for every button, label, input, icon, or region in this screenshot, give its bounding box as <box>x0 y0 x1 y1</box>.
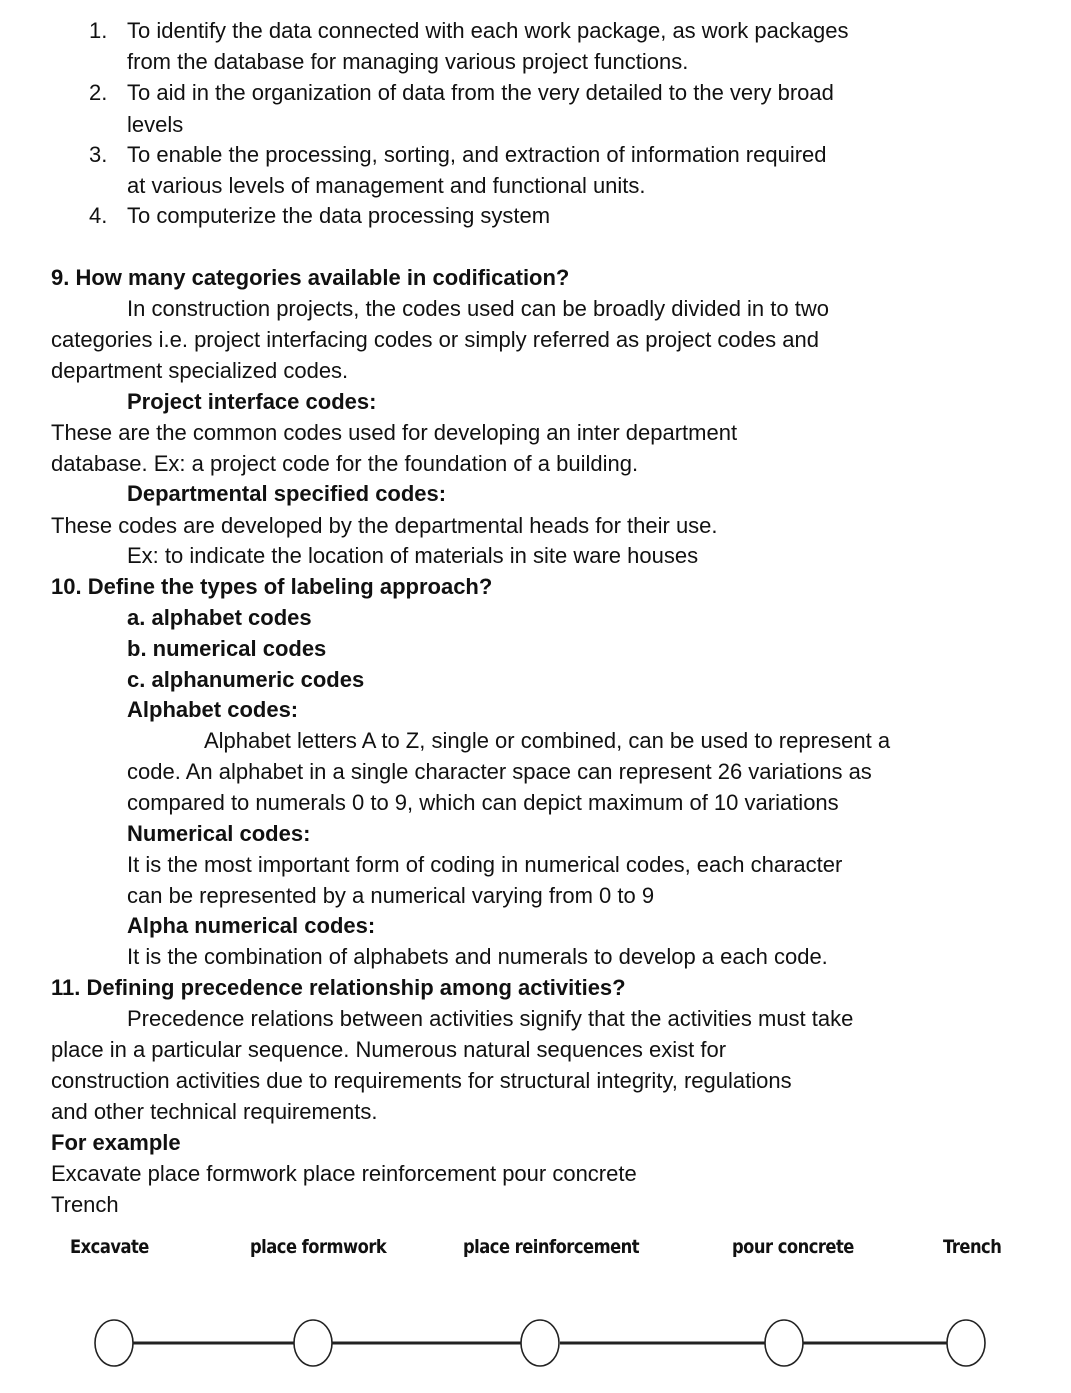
code-type-item: c. alphanumeric codes <box>127 667 365 692</box>
list-item-text: To computerize the data processing system <box>127 203 551 228</box>
diagram-label-pour-concrete: pour concrete <box>732 1236 854 1258</box>
diagram-label-place-reinforcement: place reinforcement <box>463 1236 640 1258</box>
code-type-item: b. numerical codes <box>127 636 327 661</box>
paragraph-line: code. An alphabet in a single character space can represent 26 variations as <box>127 759 872 784</box>
subheading: Departmental specified codes: <box>127 481 447 506</box>
list-item-text: To identify the data connected with each work package, as work packages <box>127 18 849 43</box>
paragraph-line: Ex: to indicate the location of materials in site ware houses <box>127 543 699 568</box>
list-item-text: at various levels of management and functional units. <box>127 173 646 198</box>
diagram-label-trench: Trench <box>943 1236 1002 1258</box>
subheading: Alphabet codes: <box>127 697 299 722</box>
paragraph-line: These codes are developed by the departmental heads for their use. <box>51 513 718 538</box>
question-heading: 11. Defining precedence relationship among activities? <box>51 975 626 1000</box>
list-number: 1. <box>89 18 108 43</box>
list-number: 3. <box>89 142 108 167</box>
paragraph-line: categories i.e. project interfacing codes or simply referred as project codes and <box>51 327 819 352</box>
subheading: Numerical codes: <box>127 821 311 846</box>
paragraph-line: These are the common codes used for developing an inter department <box>51 420 738 445</box>
paragraph-line: construction activities due to requirements for structural integrity, regulations <box>51 1068 792 1093</box>
paragraph-line: can be represented by a numerical varying from 0 to 9 <box>127 883 655 908</box>
paragraph-line: database. Ex: a project code for the foundation of a building. <box>51 451 639 476</box>
paragraph-line: Alphabet letters A to Z, single or combined, can be used to represent a <box>204 728 891 753</box>
list-item-text: levels <box>127 112 184 137</box>
list-item-text: To aid in the organization of data from the very detailed to the very broad <box>127 80 834 105</box>
activity-node-chain <box>0 1300 1071 1393</box>
paragraph-line: In construction projects, the codes used can be broadly divided in to two <box>127 296 829 321</box>
subheading: Project interface codes: <box>127 389 377 414</box>
paragraph-line: Precedence relations between activities signify that the activities must take <box>127 1006 854 1031</box>
node-circle-icon <box>294 1320 332 1366</box>
list-number: 2. <box>89 80 108 105</box>
paragraph-line: department specialized codes. <box>51 358 349 383</box>
paragraph-line: and other technical requirements. <box>51 1099 378 1124</box>
diagram-label-excavate: Excavate <box>70 1236 149 1258</box>
code-type-item: a. alphabet codes <box>127 605 312 630</box>
paragraph-line: It is the most important form of coding in numerical codes, each character <box>127 852 843 877</box>
list-item-text: from the database for managing various project functions. <box>127 49 689 74</box>
node-circle-icon <box>765 1320 803 1366</box>
subheading: For example <box>51 1130 181 1155</box>
diagram-label-place-formwork: place formwork <box>250 1236 387 1258</box>
paragraph-line: compared to numerals 0 to 9, which can depict maximum of 10 variations <box>127 790 839 815</box>
node-circle-icon <box>521 1320 559 1366</box>
question-heading: 9. How many categories available in codification? <box>51 265 570 290</box>
question-heading: 10. Define the types of labeling approach? <box>51 574 493 599</box>
node-circle-icon <box>947 1320 985 1366</box>
paragraph-line: Excavate place formwork place reinforcement pour concrete <box>51 1161 637 1186</box>
paragraph-line: It is the combination of alphabets and numerals to develop a each code. <box>127 944 828 969</box>
paragraph-line: Trench <box>51 1192 119 1217</box>
paragraph-line: place in a particular sequence. Numerous natural sequences exist for <box>51 1037 727 1062</box>
subheading: Alpha numerical codes: <box>127 913 376 938</box>
node-circle-icon <box>95 1320 133 1366</box>
list-number: 4. <box>89 203 108 228</box>
list-item-text: To enable the processing, sorting, and extraction of information required <box>127 142 827 167</box>
